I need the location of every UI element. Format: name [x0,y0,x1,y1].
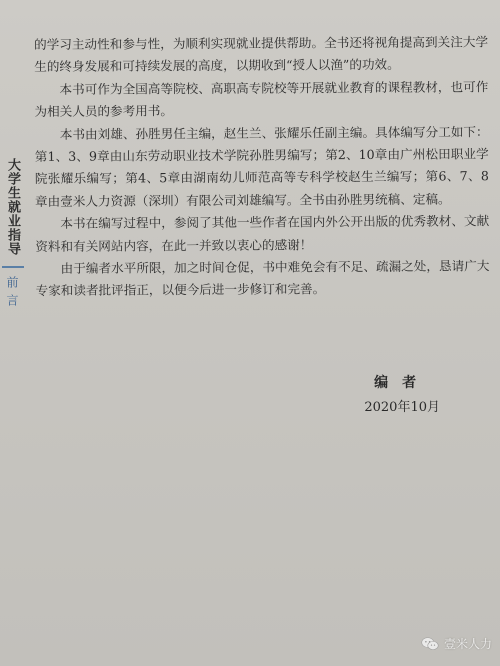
side-divider [2,266,24,268]
section-label: 前言 [5,276,19,312]
paragraph-4: 本书在编写过程中，参阅了其他一些作者在国内外公开出版的优秀教材、文献资料和有关网站内容，在此一并致以衷心的感谢！ [35,213,490,254]
signature-block [364,372,440,415]
watermark [421,635,492,652]
watermark-text: 壹米人力 [443,637,492,651]
book-title: 大学生就业指导 [5,158,20,256]
wechat-icon [421,636,439,652]
paragraph-2: 本书可作为全国高等院校、高职高专院校等开展就业教育的课程教材，也可作为相关人员的参考用书。 [34,79,489,120]
signature-author: 编者 [374,375,431,391]
signature-date: 2020年10月 [364,400,440,415]
paragraph-3: 本书由刘雄、孙胜男任主编，赵生兰、张耀乐任副主编。具体编写分工如下：第1、3、9章由山东劳动职业技术学院孙胜男编写；第2、10章由广州松田职业学院张耀乐编写；第4、5章由湖南幼儿师范高等专科学校赵生兰编写；第6、7、8章由壹米人力资源（深圳）有限公司刘雄编写。全书由孙胜男统稿、定稿。 [34,123,489,209]
side-rail [0,150,26,350]
paragraph-1: 的学习主动性和参与性，为顺利实现就业提供帮助。全书还将视角提高到关注大学生的终身发展和可持续发展的高度，以期收到“授人以渔”的功效。 [34,34,489,75]
paragraph-5: 由于编者水平所限，加之时间仓促，书中难免会有不足、疏漏之处，恳请广大专家和读者批评指正，以便今后进一步修订和完善。 [35,258,490,299]
preface-body [34,31,490,303]
